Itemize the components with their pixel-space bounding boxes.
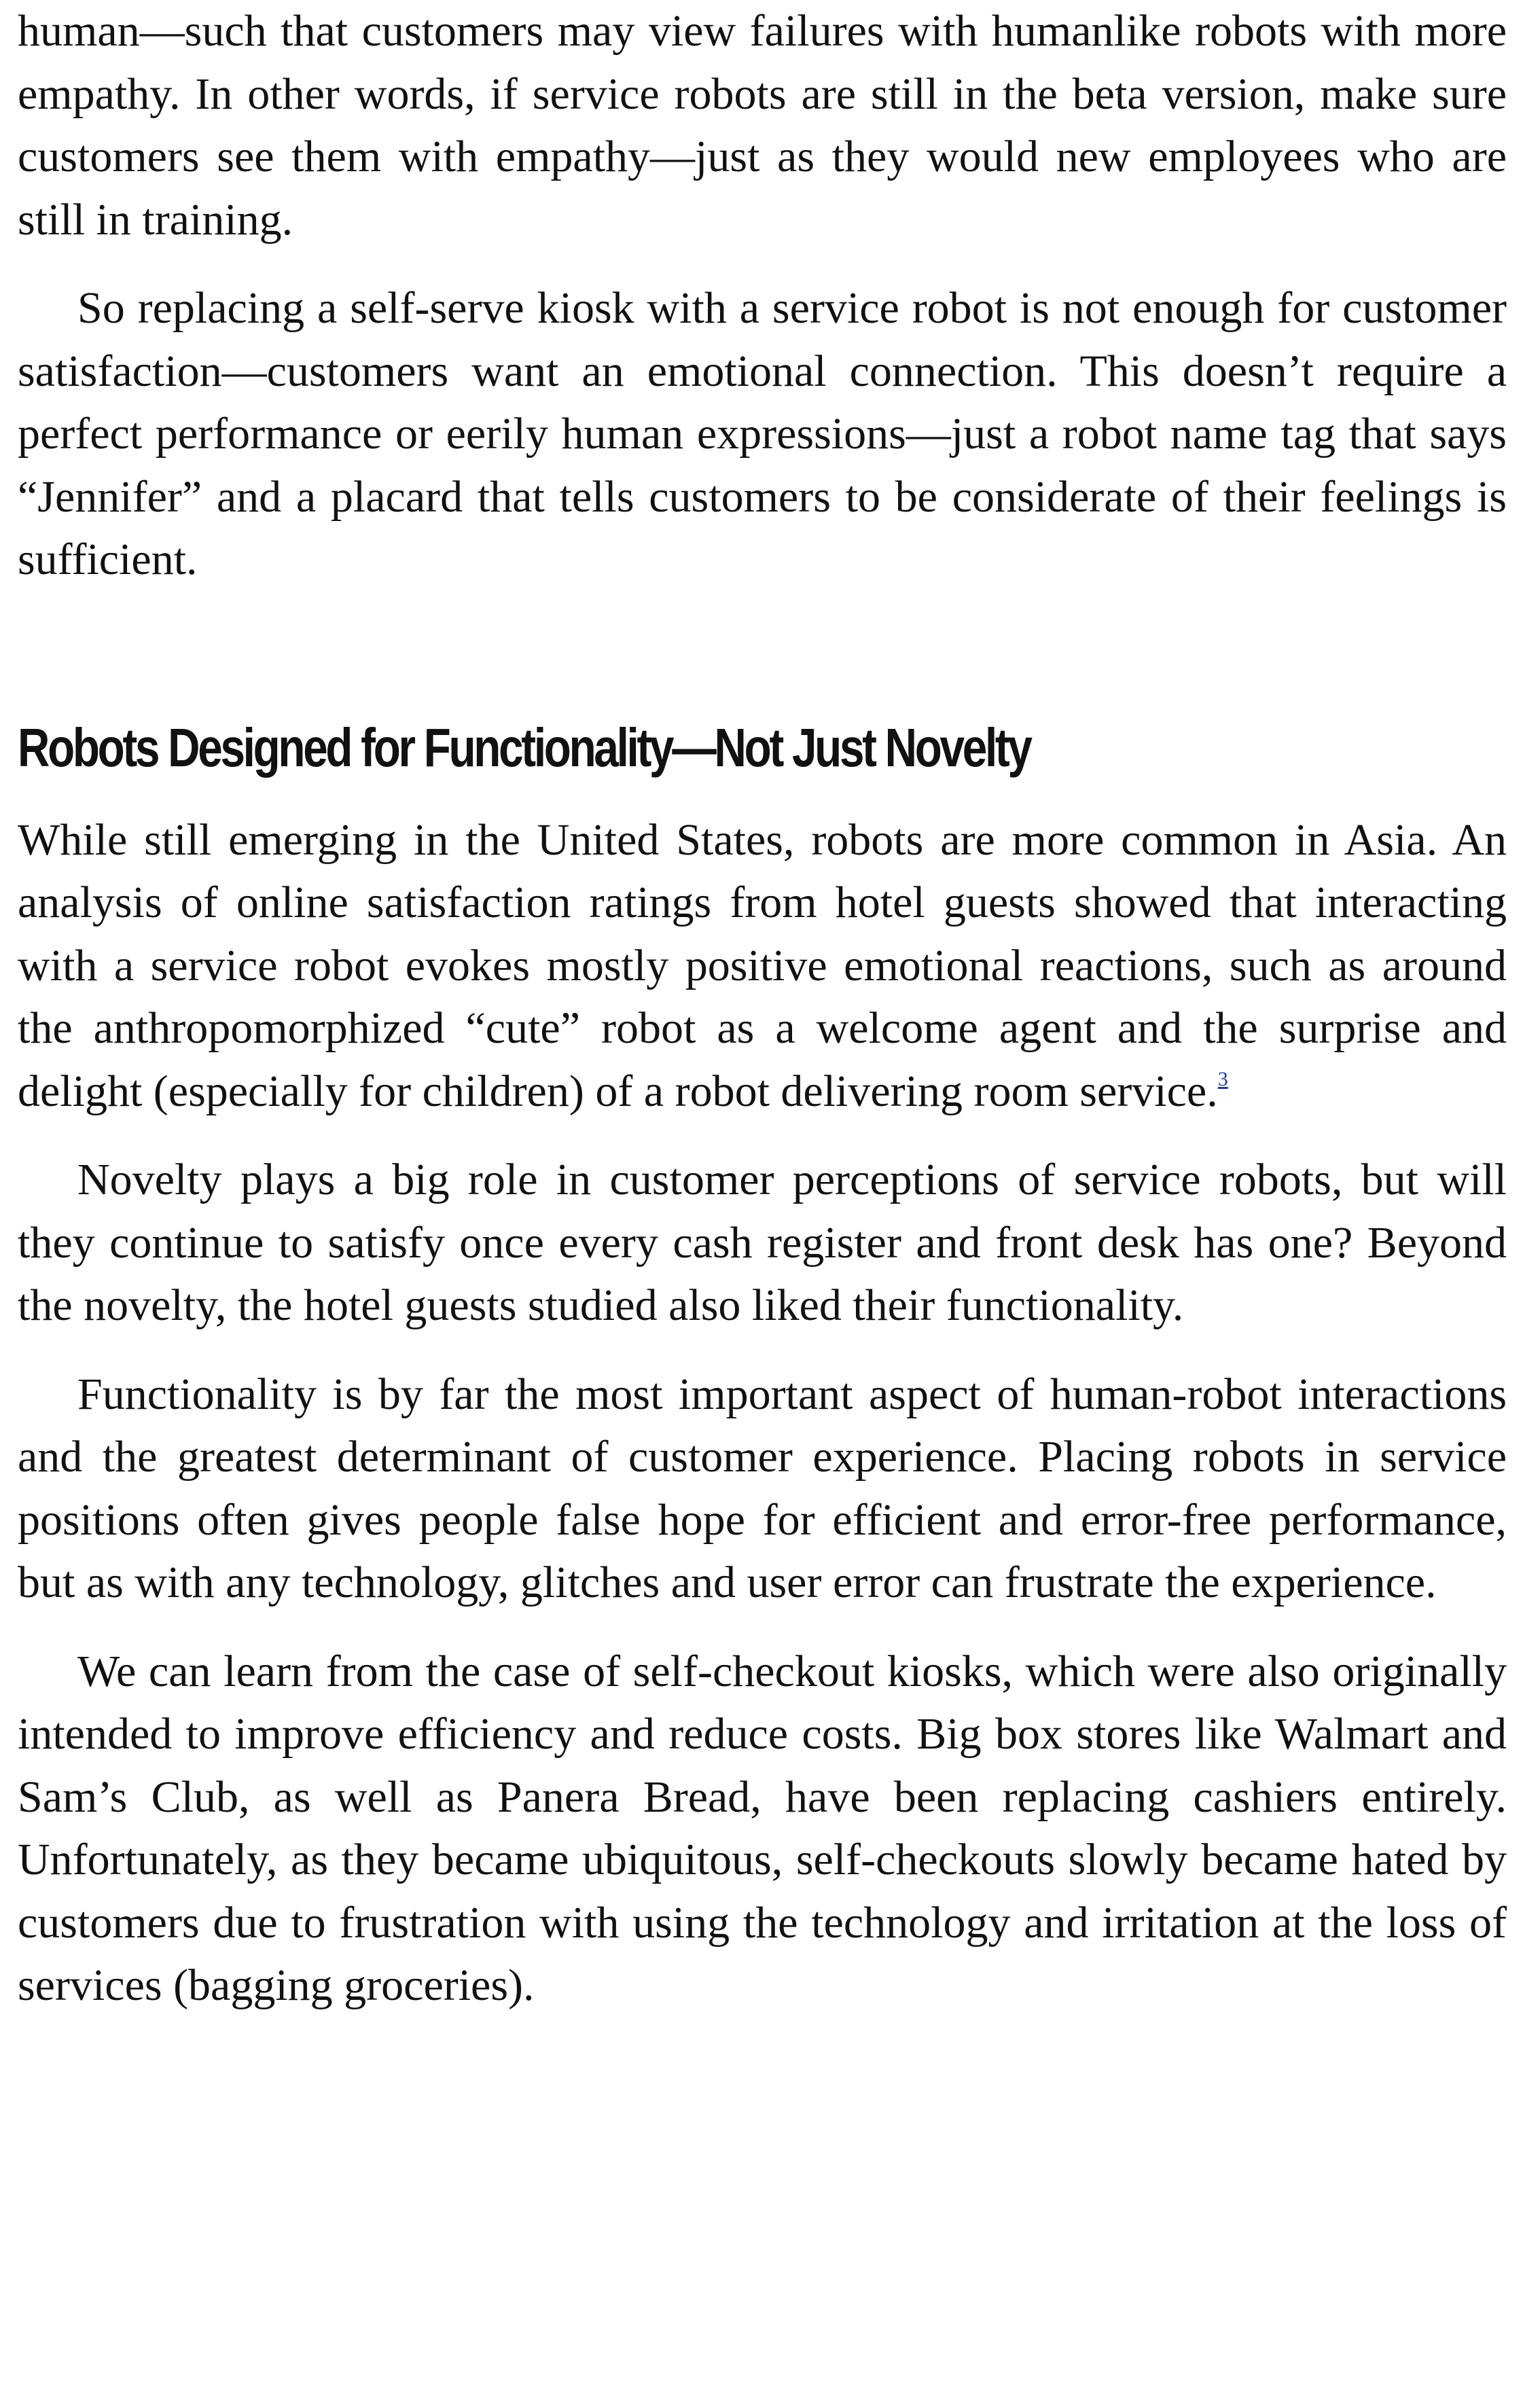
paragraph-self-checkout: We can learn from the case of self-checkout kiosks, which were also originally intended to improve efficiency and reduce costs. Big box stores like Walmart and Sam’s Club, as well as Panera Bread, have been replacing cashiers entirely. Unfortunately, as they became ubiquitous, self-checkouts slowly became hated by customers due to frustration with using the technology and irritation at the loss of services (bagging groceries). xyxy=(18,1646,1507,2010)
paragraph-empathy-continued: human—such that customers may view failures with humanlike robots with more empathy. In other words, if service robots are still in the beta version, make sure customers see them with empathy—just as they would new employees who are still in training. xyxy=(18,6,1507,245)
paragraph-asia-robots xyxy=(18,809,1507,1124)
paragraph-asia-robots-text: While still emerging in the United States, robots are more common in Asia. An analysis of online satisfaction ratings from hotel guests showed that interacting with a service robot evokes mostly positive emotional reactions, such as around the anthropomorphized “cute” robot as a welcome agent and the surprise and delight (especially for children) of a robot delivering room service. xyxy=(18,814,1507,1116)
footnote-link[interactable]: 3 xyxy=(1217,1067,1228,1090)
paragraph-functionality: Functionality is by far the most important aspect of human-robot interactions and the greatest determinant of customer experience. Placing robots in service positions often gives people false hope for efficient and error-free performance, but as with any technology, glitches and user error can frustrate the experience. xyxy=(18,1369,1507,1607)
section-heading: Robots Designed for Functionality—Not Just Novelty xyxy=(18,717,1031,778)
paragraph-emotional-connection: So replacing a self-serve kiosk with a service robot is not enough for customer satisfaction—customers want an emotional connection. This doesn’t require a perfect performance or eerily human expressions—just a robot name tag that says “Jennifer” and a placard that tells customers to be considerate of their feelings is sufficient. xyxy=(18,283,1507,584)
page-content xyxy=(18,0,1507,2018)
paragraph-novelty: Novelty plays a big role in customer perceptions of service robots, but will they continue to satisfy once every cash register and front desk has one? Beyond the novelty, the hotel guests studied also liked their functionality. xyxy=(18,1155,1507,1330)
footnote-marker xyxy=(1218,1068,1228,1090)
